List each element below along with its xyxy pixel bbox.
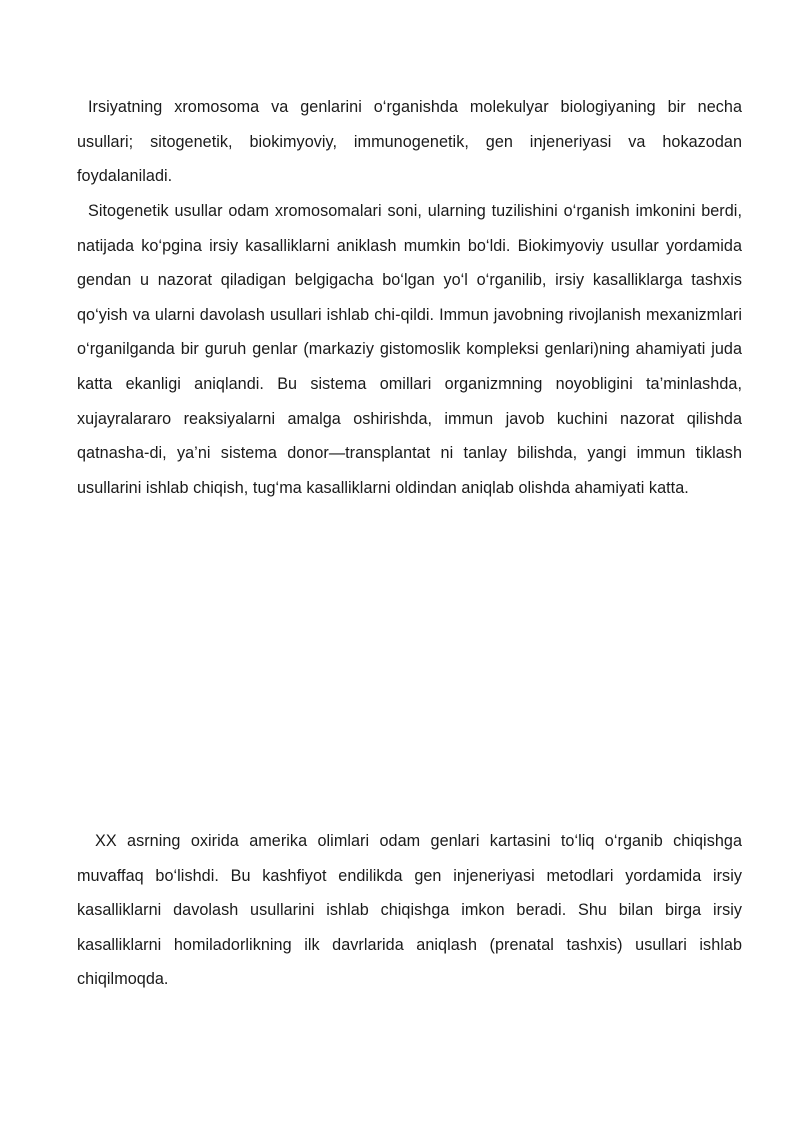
paragraph-sitogenetik-methods: Sitogenetik usullar odam xromosomalari soni, ularning tuzilishini o‘rganish imkonini berdi, natijada ko‘pgina irsiy kasalliklarni aniklash mumkin bo‘ldi. Biokimyoviy usullar yordamida gendan u nazorat qiladigan belgigacha bo‘lgan yo‘l o‘rganilib, irsiy kasalliklarga tashxis qo‘yish va ularni davolash usullari ishlab chi-qildi. Immun javobning rivojlanish mexanizmlari o‘rganilganda bir guruh genlar (markaziy gistomoslik kompleksi genlari)ning ahamiyati juda katta ekanligi aniqlandi. Bu sistema omillari organizmning noyobligini ta’minlashda, xujayralararo reaksiyalarni amalga oshirishda, immun javob kuchini nazorat qilishda qatnasha-di, ya’ni sistema donor—transplantat ni tanlay bilishda, yangi immun tiklash usullarini ishlab chiqish, tug‘ma kasalliklarni oldindan aniqlab olishda ahamiyati katta. — [77, 202, 742, 497]
paragraph-irsiyat-methods: Irsiyatning xromosoma va genlarini o‘rganishda molekulyar biologiyaning bir necha usullari; sitogenetik, biokimyoviy, immunogenetik, gen injeneriyasi va hokazodan foydalaniladi. — [77, 98, 742, 186]
paragraph-gene-map: XX asrning oxirida amerika olimlari odam genlari kartasini to‘liq o‘rganib chiqishga muvaffaq bo‘lishdi. Bu kashfiyot endilikda gen injeneriyasi metodlari yordamida irsiy kasalliklarni davolash usullarini ishlab chiqishga imkon beradi. Shu bilan birga irsiy kasalliklarni homiladorlikning ilk davrlarida aniqlash (prenatal tashxis) usullari ishlab chiqilmoqda. — [77, 832, 742, 989]
